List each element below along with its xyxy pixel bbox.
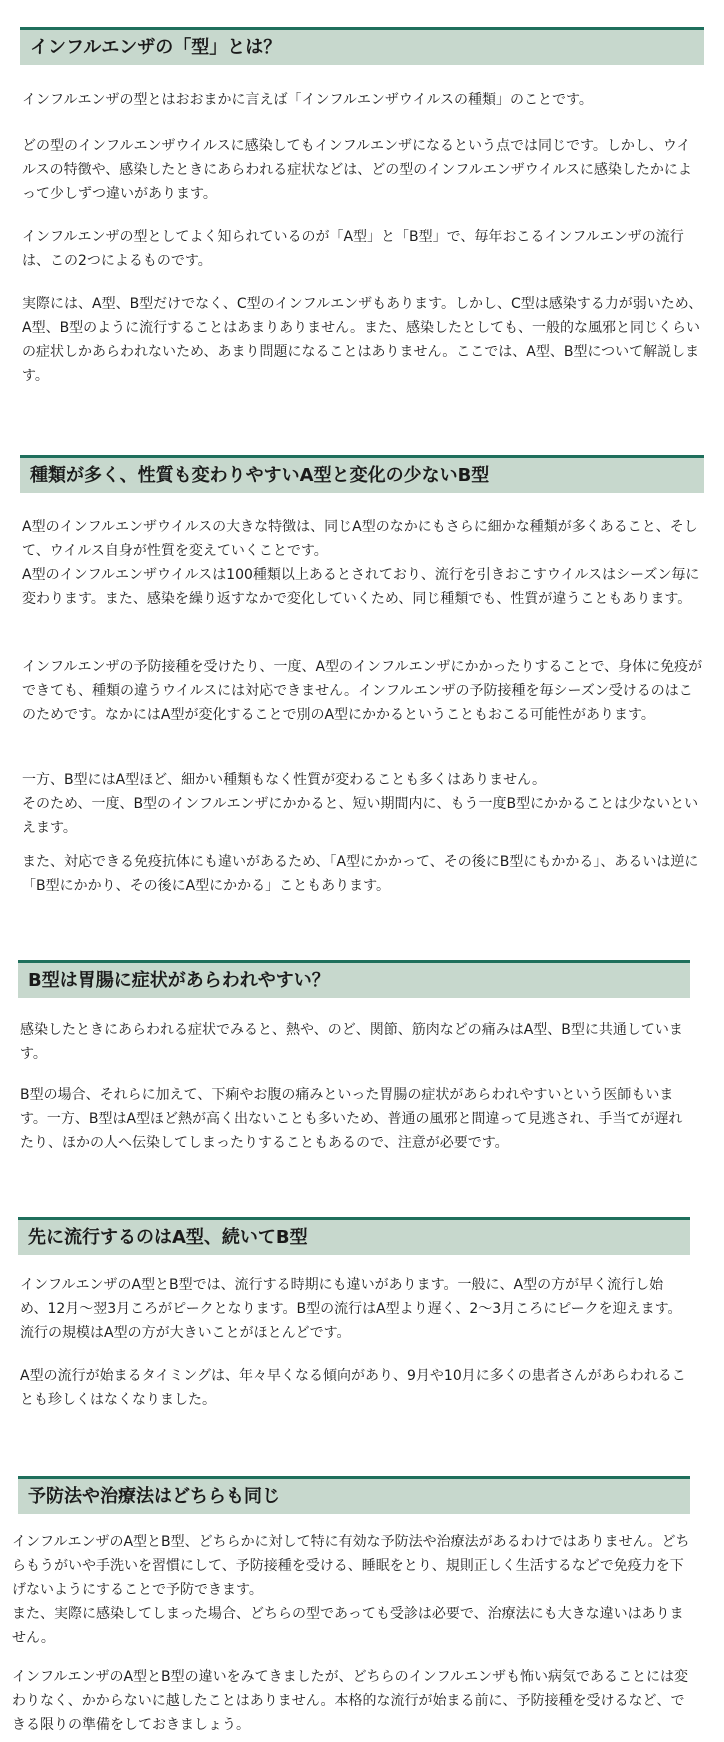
section-3-heading: B型は胃腸に症状があらわれやすい？ (18, 960, 690, 998)
section-1-paragraph-3: インフルエンザの型としてよく知られているのが「A型」と「B型」で、毎年おこるインフルエンザの流行は、この2つによるものです。 (22, 229, 684, 269)
section-2-paragraph-2: A型のインフルエンザウイルスは100種類以上あるとされており、流行を引きおこすウイルスはシーズン毎に変わります。また、感染を繰り返すなかで変化していくため、同じ種類でも、性質が違うこともあります。 (22, 567, 700, 607)
section-1-paragraph-1: インフルエンザの型とはおおまかに言えば「インフルエンザウイルスの種類」のことです。 (22, 92, 593, 108)
section-2-paragraph-6: また、対応できる免疫抗体にも違いがあるため、「A型にかかって、その後にB型にもかかる」、あるいは逆に「B型にかかり、その後にA型にかかる」こともあります。 (22, 854, 699, 894)
section-1-heading: インフルエンザの「型」とは？ (20, 27, 704, 65)
section-4-paragraph-1: インフルエンザのA型とB型では、流行する時期にも違いがあります。一般に、A型の方が早く流行し始め、12月〜翌3月ころがピークとなります。B型の流行はA型より遅く、2〜3月ころにピークを迎えます。流行の規模はA型の方が大きいことがほとんどです。 (20, 1277, 682, 1341)
section-2-paragraph-4: 一方、B型にはA型ほど、細かい種類もなく性質が変わることも多くはありません。 (22, 772, 547, 788)
section-1-paragraph-4: 実際には、A型、B型だけでなく、C型のインフルエンザもあります。しかし、C型は感染する力が弱いため、A型、B型のように流行することはあまりありません。また、感染したとしても、一般的な風邪と同じくらいの症状しかあらわれないため、あまり問題になることはありません。ここでは、A型、B型について解説します。 (22, 296, 703, 384)
section-3-paragraph-1: 感染したときにあらわれる症状でみると、熱や、のど、関節、筋肉などの痛みはA型、B型に共通しています。 (20, 1022, 683, 1062)
section-2-heading: 種類が多く、性質も変わりやすいA型と変化の少ないB型 (20, 455, 704, 493)
section-5-paragraph-1: インフルエンザのA型とB型、どちらかに対して特に有効な予防法や治療法があるわけではありません。どちらもうがいや手洗いを習慣にして、予防接種を受ける、睡眠をとり、規則正しく生活するなどで免疫力を下げないようにすることで予防できます。 (12, 1534, 690, 1598)
section-5-paragraph-2: また、実際に感染してしまった場合、どちらの型であっても受診は必要で、治療法にも大きな違いはありません。 (12, 1606, 684, 1646)
section-3-paragraph-2: B型の場合、それらに加えて、下痢やお腹の痛みといった胃腸の症状があらわれやすいという医師もいます。一方、B型はA型ほど熱が高く出ないことも多いため、普通の風邪と間違って見逃され、手当てが遅れたり、ほかの人へ伝染してしまったりすることもあるので、注意が必要です。 (20, 1087, 683, 1151)
section-4-heading: 先に流行するのはA型、続いてB型 (18, 1217, 690, 1255)
section-2-paragraph-1: A型のインフルエンザウイルスの大きな特徴は、同じA型のなかにもさらに細かな種類が多くあること、そして、ウイルス自身が性質を変えていくことです。 (22, 519, 698, 559)
section-2-paragraph-5: そのため、一度、B型のインフルエンザにかかると、短い期間内に、もう一度B型にかかることは少ないといえます。 (22, 796, 699, 836)
section-5-heading: 予防法や治療法はどちらも同じ (18, 1476, 690, 1514)
section-1-paragraph-2: どの型のインフルエンザウイルスに感染してもインフルエンザになるという点では同じです。しかし、ウイルスの特徴や、感染したときにあらわれる症状などは、どの型のインフルエンザウイルスに感染したかによって少しずつ違いがあります。 (22, 138, 692, 202)
section-2-paragraph-3: インフルエンザの予防接種を受けたり、一度、A型のインフルエンザにかかったりすることで、身体に免疫ができても、種類の違うウイルスには対応できません。インフルエンザの予防接種を毎シーズン受けるのはこのためです。なかにはA型が変化することで別のA型にかかるということもおこる可能性があります。 (22, 659, 703, 723)
section-4-paragraph-2: A型の流行が始まるタイミングは、年々早くなる傾向があり、9月や10月に多くの患者さんがあらわれることも珍しくはなくなりました。 (20, 1368, 686, 1408)
section-5-paragraph-3: インフルエンザのA型とB型の違いをみてきましたが、どちらのインフルエンザも怖い病気であることには変わりなく、かからないに越したことはありません。本格的な流行が始まる前に、予防接種を受けるなど、できる限りの準備をしておきましょう。 (12, 1669, 689, 1733)
